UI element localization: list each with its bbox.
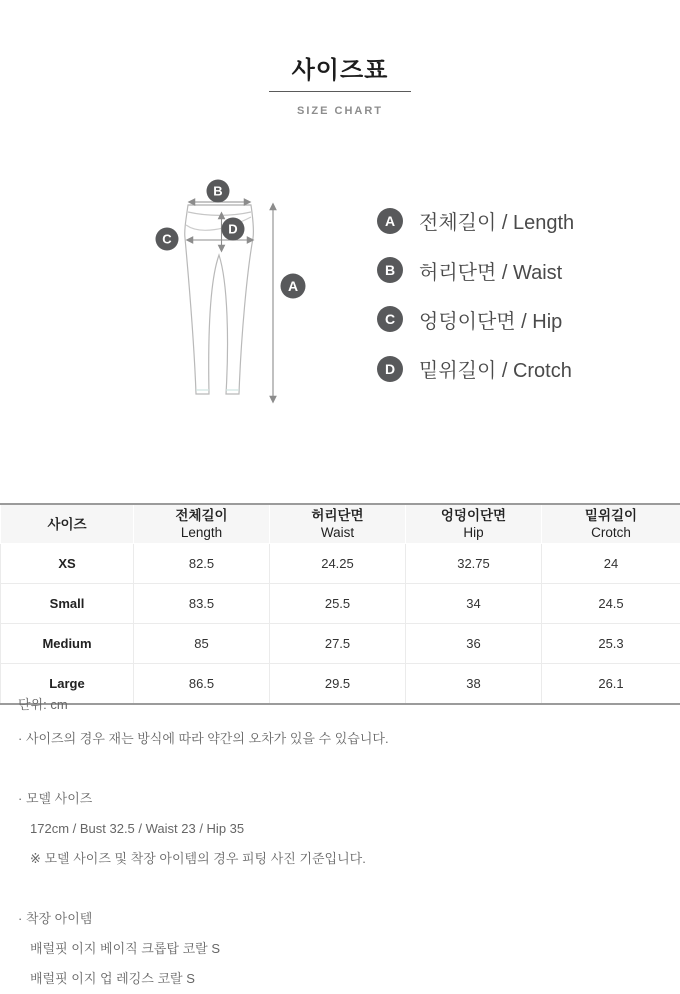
legend-circle-b: B xyxy=(377,257,403,283)
note-outfit-title: · 착장 아이템 xyxy=(18,911,93,926)
marker-letter-c: C xyxy=(162,231,172,247)
legend-item-crotch xyxy=(377,344,667,393)
note-unit: 단위: cm xyxy=(18,697,68,712)
size-table xyxy=(0,503,680,705)
legend-label-length: 전체길이 / Length xyxy=(419,212,575,235)
header-ko-length: 전체길이 xyxy=(175,508,228,523)
legend-circle-d: D xyxy=(377,356,403,382)
page-subtitle: SIZE CHART xyxy=(297,105,383,117)
cell-crotch: 24 xyxy=(542,544,680,584)
header-cell-hip xyxy=(406,504,542,544)
table-row-xs xyxy=(1,544,680,584)
cell-waist: 25.5 xyxy=(270,584,406,624)
marker-letter-b: B xyxy=(213,183,223,199)
title-underline xyxy=(269,91,411,92)
note-outfit-item-2: 배럴핏 이지 업 레깅스 코랄 S xyxy=(30,971,195,986)
cell-crotch: 25.3 xyxy=(542,624,680,664)
cell-hip: 32.75 xyxy=(406,544,542,584)
header-en-hip: Hip xyxy=(463,525,484,540)
cell-waist: 24.25 xyxy=(270,544,406,584)
cell-hip: 38 xyxy=(406,664,542,705)
header-ko-size: 사이즈 xyxy=(47,516,87,532)
cell-waist: 29.5 xyxy=(270,664,406,705)
legend-item-waist xyxy=(377,245,667,294)
cell-crotch: 26.1 xyxy=(542,664,680,705)
header-cell-size xyxy=(1,504,134,544)
cell-size: Small xyxy=(1,584,134,624)
note-model-title: · 모델 사이즈 xyxy=(18,791,93,806)
header-ko-crotch: 밑위길이 xyxy=(584,508,638,523)
cell-length: 86.5 xyxy=(134,664,270,705)
legend-circle-a: A xyxy=(377,208,403,234)
cell-size: Large xyxy=(1,664,134,705)
page-title: 사이즈표 xyxy=(291,57,389,84)
table-row-small xyxy=(1,584,680,624)
header-cell-length xyxy=(134,504,270,544)
marker-letter-d: D xyxy=(228,221,238,237)
cell-size: Medium xyxy=(1,624,134,664)
note-tolerance: · 사이즈의 경우 재는 방식에 따라 약간의 오차가 있을 수 있습니다. xyxy=(18,731,389,746)
note-model-size: 172cm / Bust 32.5 / Waist 23 / Hip 35 xyxy=(30,821,245,836)
header-cell-crotch xyxy=(542,504,680,544)
table-header-row xyxy=(1,504,680,544)
cell-waist: 27.5 xyxy=(270,624,406,664)
measurement-legend xyxy=(377,196,667,394)
header-en-crotch: Crotch xyxy=(591,525,631,540)
table-row-medium xyxy=(1,624,680,664)
cell-length: 83.5 xyxy=(134,584,270,624)
marker-letter-a: A xyxy=(287,278,299,294)
legend-label-hip: 엉덩이단면 / Hip xyxy=(419,310,563,333)
leggings-diagram xyxy=(130,175,330,415)
header-en-waist: Waist xyxy=(320,525,355,540)
header-ko-hip: 엉덩이단면 xyxy=(440,508,507,523)
footnotes xyxy=(18,697,662,987)
cell-hip: 34 xyxy=(406,584,542,624)
cell-size: XS xyxy=(1,544,134,584)
legend-circle-c: C xyxy=(377,306,403,332)
legend-item-length xyxy=(377,196,667,245)
header-cell-waist xyxy=(270,504,406,544)
cell-length: 85 xyxy=(134,624,270,664)
cell-hip: 36 xyxy=(406,624,542,664)
cell-crotch: 24.5 xyxy=(542,584,680,624)
diagram-markers xyxy=(156,180,306,299)
cell-length: 82.5 xyxy=(134,544,270,584)
legend-item-hip xyxy=(377,295,667,344)
header-ko-waist: 허리단면 xyxy=(311,508,364,523)
note-outfit-item-1: 배럴핏 이지 베이직 크롭탑 코랄 S xyxy=(30,941,220,956)
header-en-length: Length xyxy=(180,525,223,540)
legend-label-waist: 허리단면 / Waist xyxy=(419,261,563,284)
note-model-caption: ※ 모델 사이즈 및 착장 아이템의 경우 피팅 사진 기준입니다. xyxy=(30,851,366,866)
legend-label-crotch: 밑위길이 / Crotch xyxy=(419,360,572,383)
